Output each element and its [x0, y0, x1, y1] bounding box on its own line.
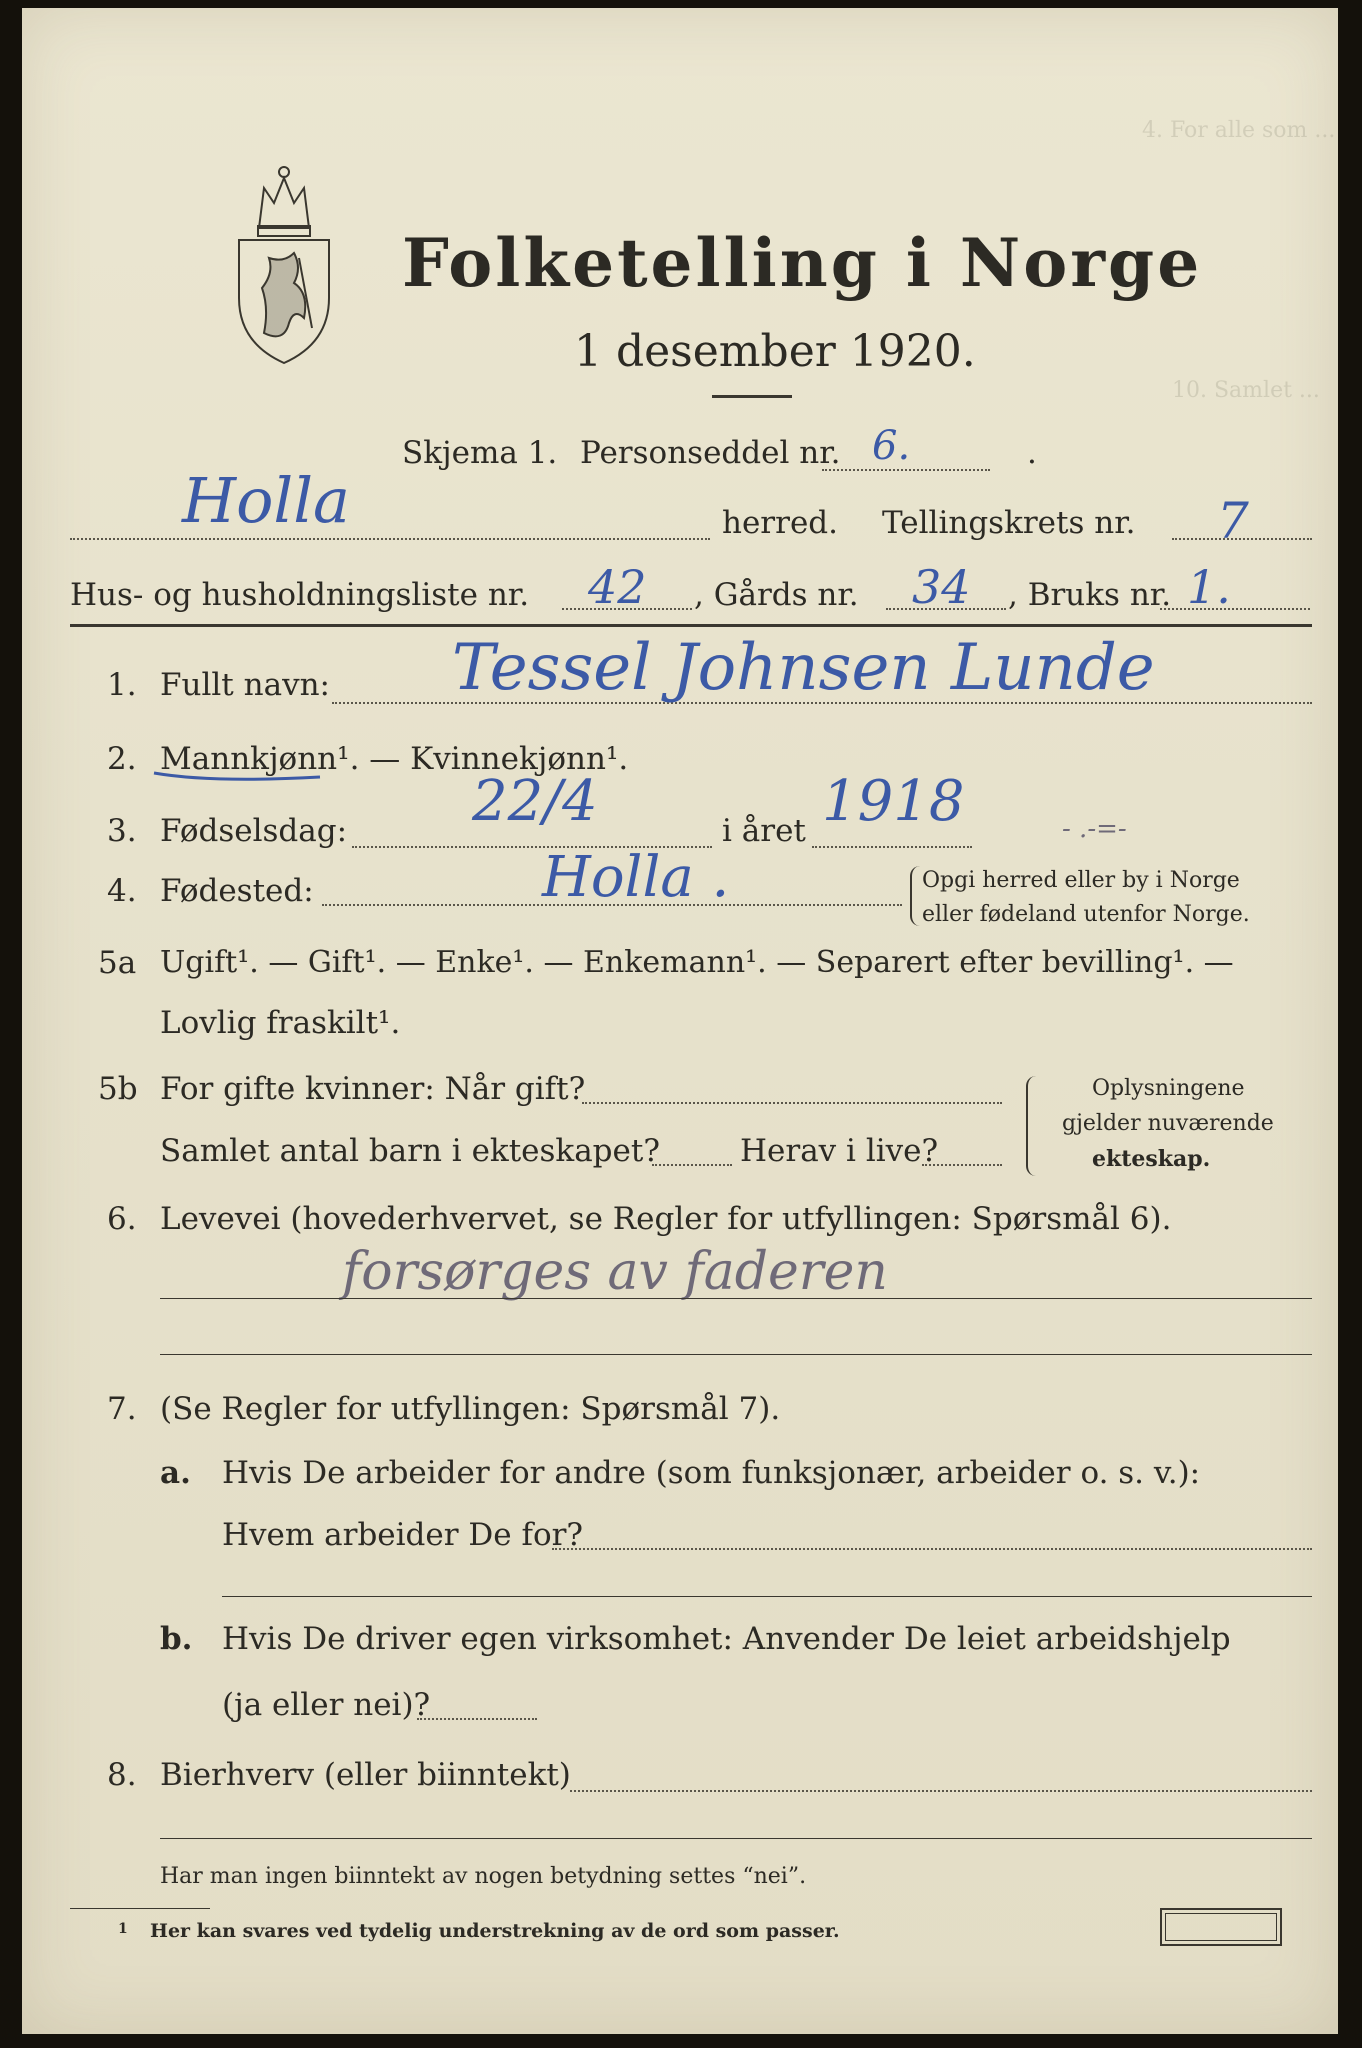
q5b-children-field-line	[652, 1164, 732, 1166]
schema-label: Skjema 1.	[402, 435, 558, 471]
form-title: Folketelling i Norge	[402, 224, 1203, 302]
q3-year-field-line	[812, 846, 972, 848]
q8-label: Bierhverv (eller biinntekt)	[160, 1757, 571, 1793]
q3-birth-year: 1918	[822, 769, 965, 834]
q7b-field-line	[417, 1718, 537, 1720]
bleed-through-text: 4. For alle som ...	[1142, 118, 1336, 143]
q4-note-line2: eller fødeland utenfor Norge.	[922, 902, 1250, 927]
gards-label: , Gårds nr.	[694, 577, 859, 613]
q7a-employer-field-line	[552, 1548, 1312, 1550]
q5a-options-cont: Lovlig fraskilt¹.	[160, 1005, 401, 1041]
personseddel-number: 6.	[872, 423, 911, 469]
q1-label: Fullt navn:	[160, 667, 330, 703]
bruks-field-line	[1160, 608, 1310, 610]
q7a-question: Hvis De arbeider for andre (som funksjonær, arbeider o. s. v.):	[222, 1455, 1201, 1491]
footnote-separator	[70, 1908, 210, 1909]
q6-label: Levevei (hovederhvervet, se Regler for utfyllingen: Spørsmål 6).	[160, 1201, 1172, 1237]
q3-number: 3.	[107, 813, 137, 849]
q6-occupation: forsørges av faderen	[342, 1242, 888, 1302]
title-divider	[712, 395, 792, 398]
printer-stamp	[1160, 1908, 1282, 1946]
census-form-page	[22, 8, 1338, 2034]
q5b-alive-field-line	[922, 1164, 1002, 1166]
q5a-options: Ugift¹. — Gift¹. — Enke¹. — Enkemann¹. — Separert efter bevilling¹. —	[160, 945, 1234, 980]
trailing-dot: .	[1027, 435, 1037, 471]
census-date: 1 desember 1920.	[574, 326, 976, 377]
q2-number: 2.	[107, 741, 137, 777]
q1-full-name: Tessel Johnsen Lunde	[452, 631, 1155, 705]
q5b-alive-label: Herav i live?	[740, 1133, 939, 1169]
q1-number: 1.	[107, 667, 137, 703]
herred-field-line	[70, 538, 710, 540]
q5b-note-line2: gjelder nuværende	[1062, 1111, 1274, 1136]
q5b-number: 5b	[98, 1071, 138, 1107]
tellingskrets-label: Tellingskrets nr.	[882, 505, 1136, 541]
gards-number: 34	[912, 560, 971, 614]
q7a-employer-label: Hvem arbeider De for?	[222, 1517, 584, 1553]
q2-mannkjonn-underline	[152, 768, 322, 782]
q6-answer-line-1	[160, 1298, 1312, 1299]
q5b-note-line1: Oplysningene	[1092, 1076, 1245, 1101]
q7b-question: Hvis De driver egen virksomhet: Anvender De leiet arbeidshjelp	[222, 1621, 1231, 1657]
q5b-note-line3: ekteskap.	[1092, 1146, 1211, 1172]
q5b-label: For gifte kvinner: Når gift?	[160, 1071, 586, 1107]
q3-birth-date: 22/4	[472, 769, 598, 834]
q3-label: Fødselsdag:	[160, 813, 348, 849]
q5b-married-field-line	[582, 1102, 1002, 1104]
q7b-letter: b.	[160, 1621, 193, 1657]
bruks-label: , Bruks nr.	[1008, 577, 1172, 613]
q2-label: Mannkjønn¹. — Kvinnekjønn¹.	[160, 741, 629, 777]
q8-number: 8.	[107, 1757, 137, 1793]
q4-label: Fødested:	[160, 873, 314, 909]
q3-year-label: i året	[722, 813, 806, 849]
q7-label: (Se Regler for utfyllingen: Spørsmål 7).	[160, 1391, 781, 1427]
husholdningsliste-number: 42	[588, 560, 647, 614]
husholdningsliste-label: Hus- og husholdningsliste nr.	[70, 577, 530, 613]
q8-answer-line	[160, 1838, 1312, 1839]
q6-answer-line-2	[160, 1354, 1312, 1355]
q4-note-brace	[910, 866, 920, 926]
norwegian-coat-of-arms-emblem	[224, 158, 344, 368]
footnote-text: Her kan svares ved tydelig understrekning av de ord som passer.	[150, 1920, 840, 1942]
pencil-mark: - .-=-	[1062, 814, 1127, 844]
q5a-number: 5a	[98, 945, 137, 981]
personseddel-label: Personseddel nr.	[580, 435, 841, 471]
herred-label: herred.	[722, 505, 838, 541]
q5b-children-label: Samlet antal barn i ekteskapet?	[160, 1133, 660, 1169]
header-separator	[70, 624, 1312, 627]
q4-birth-place: Holla .	[542, 845, 730, 910]
q7a-letter: a.	[160, 1455, 191, 1491]
tellingskrets-number: 7	[1217, 492, 1249, 550]
personseddel-field-line	[822, 469, 990, 471]
footnote-marker: 1	[118, 1921, 128, 1937]
q6-number: 6.	[107, 1201, 137, 1237]
q7b-yes-no-label: (ja eller nei)?	[222, 1687, 431, 1723]
q7-number: 7.	[107, 1391, 137, 1427]
bruks-number: 1.	[1187, 560, 1231, 614]
q4-note-line1: Opgi herred eller by i Norge	[922, 868, 1240, 893]
herred-name: Holla	[182, 464, 351, 537]
q8-note: Har man ingen biinntekt av nogen betydning settes “nei”.	[160, 1864, 807, 1889]
bleed-through-text: 10. Samlet ...	[1172, 378, 1320, 403]
printer-stamp-inner	[1165, 1913, 1277, 1941]
q7a-answer-line	[222, 1596, 1312, 1597]
q4-number: 4.	[107, 873, 137, 909]
q5b-note-brace	[1026, 1076, 1038, 1176]
q8-field-line	[570, 1790, 1312, 1792]
